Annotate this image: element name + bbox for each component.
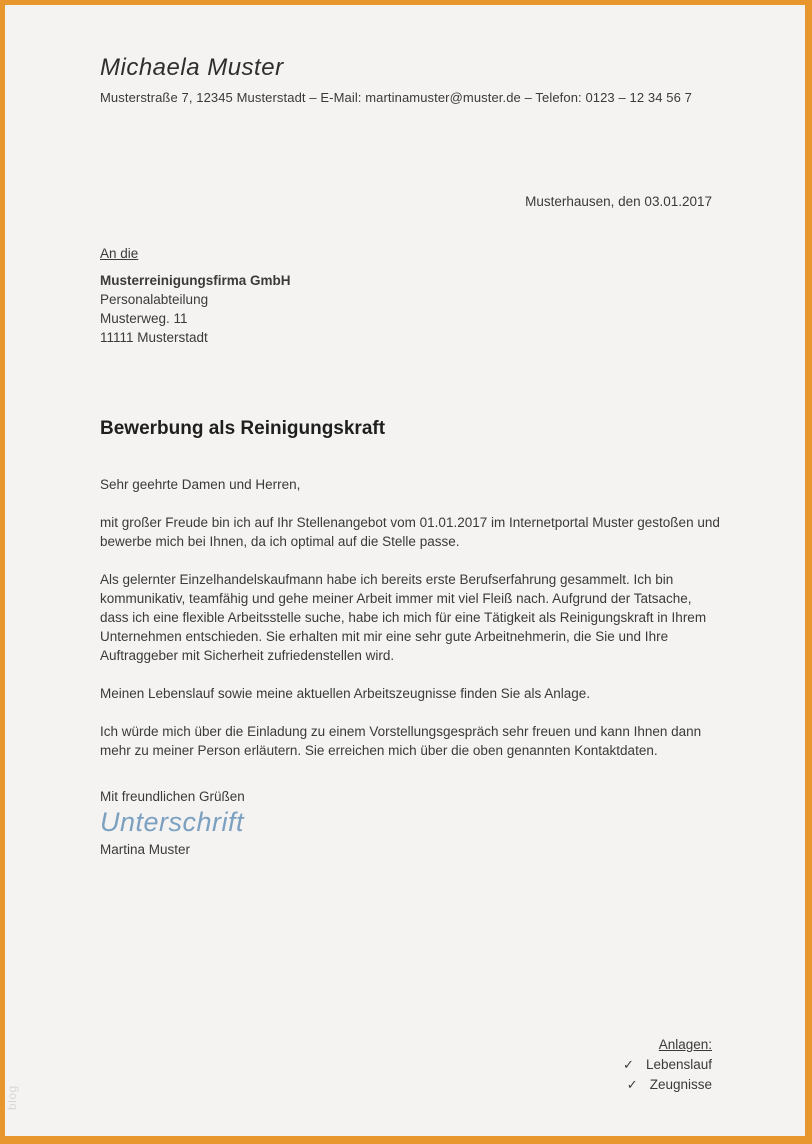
attachments-title: Anlagen:: [658, 1037, 712, 1052]
greeting: Sehr geehrte Damen und Herren,: [100, 477, 301, 492]
sender-contact-line: Musterstraße 7, 12345 Musterstadt – E-Mail: martinamuster@muster.de – Telefon: 0123 – 12 34 56 7: [100, 90, 692, 105]
recipient-intro: An die: [100, 246, 139, 261]
letter-body: [100, 475, 720, 760]
recipient-block: [100, 244, 500, 347]
recipient-city: 11111 Musterstadt: [100, 330, 208, 345]
attachment-item-label: Lebenslauf: [645, 1057, 712, 1072]
sender-name: Michaela Muster: [100, 54, 284, 81]
watermark-blog: blog: [5, 1085, 19, 1110]
checkmark-icon: ✓: [626, 1077, 638, 1092]
signature: Unterschrift: [100, 807, 245, 837]
body-paragraph: Ich würde mich über die Einladung zu einem Vorstellungsgespräch sehr freuen und kann Ihnen dann mehr zu meiner Person erläutern. Sie erreichen mich über die oben genannten Kontaktdaten.: [100, 724, 702, 758]
closing-block: [100, 787, 500, 859]
body-paragraph: mit großer Freude bin ich auf Ihr Stellenangebot vom 01.01.2017 im Internetportal Muster gestoßen und bewerbe mich bei Ihnen, da ich optimal auf die Stelle passe.: [100, 515, 720, 549]
attachment-item: [623, 1055, 712, 1074]
body-paragraph: Meinen Lebenslauf sowie meine aktuellen Arbeitszeugnisse finden Sie als Anlage.: [100, 686, 591, 701]
subject-line: Bewerbung als Reinigungskraft: [100, 418, 386, 439]
attachments-block: [623, 1035, 712, 1094]
recipient-company: Musterreinigungsfirma GmbH: [100, 273, 291, 288]
date-line: Musterhausen, den 03.01.2017: [525, 194, 712, 209]
recipient-department: Personalabteilung: [100, 292, 209, 307]
attachment-item-label: Zeugnisse: [649, 1077, 712, 1092]
checkmark-icon: ✓: [623, 1057, 634, 1072]
body-paragraph: Als gelernter Einzelhandelskaufmann habe ich bereits erste Berufserfahrung gesammelt. Ich bin kommunikativ, teamfähig und gehe meiner Arbeit immer mit viel Fleiß nach. Aufgrund der Tatsache, dass ich eine flexible Arbeitsstelle suche, habe ich mich für eine Tätigkeit als Reinigungskraft in Ihrem Unternehmen entschieden. Sie erhalten mit mir eine sehr gute Arbeitnehmerin, die Sie und Ihre Auftraggeber mit Sicherheit zufriedenstellen wird.: [100, 572, 707, 663]
closing-regards: Mit freundlichen Grüßen: [100, 789, 245, 804]
attachment-item: [623, 1075, 712, 1094]
signer-name: Martina Muster: [100, 842, 191, 857]
recipient-street: Musterweg. 11: [100, 311, 188, 326]
